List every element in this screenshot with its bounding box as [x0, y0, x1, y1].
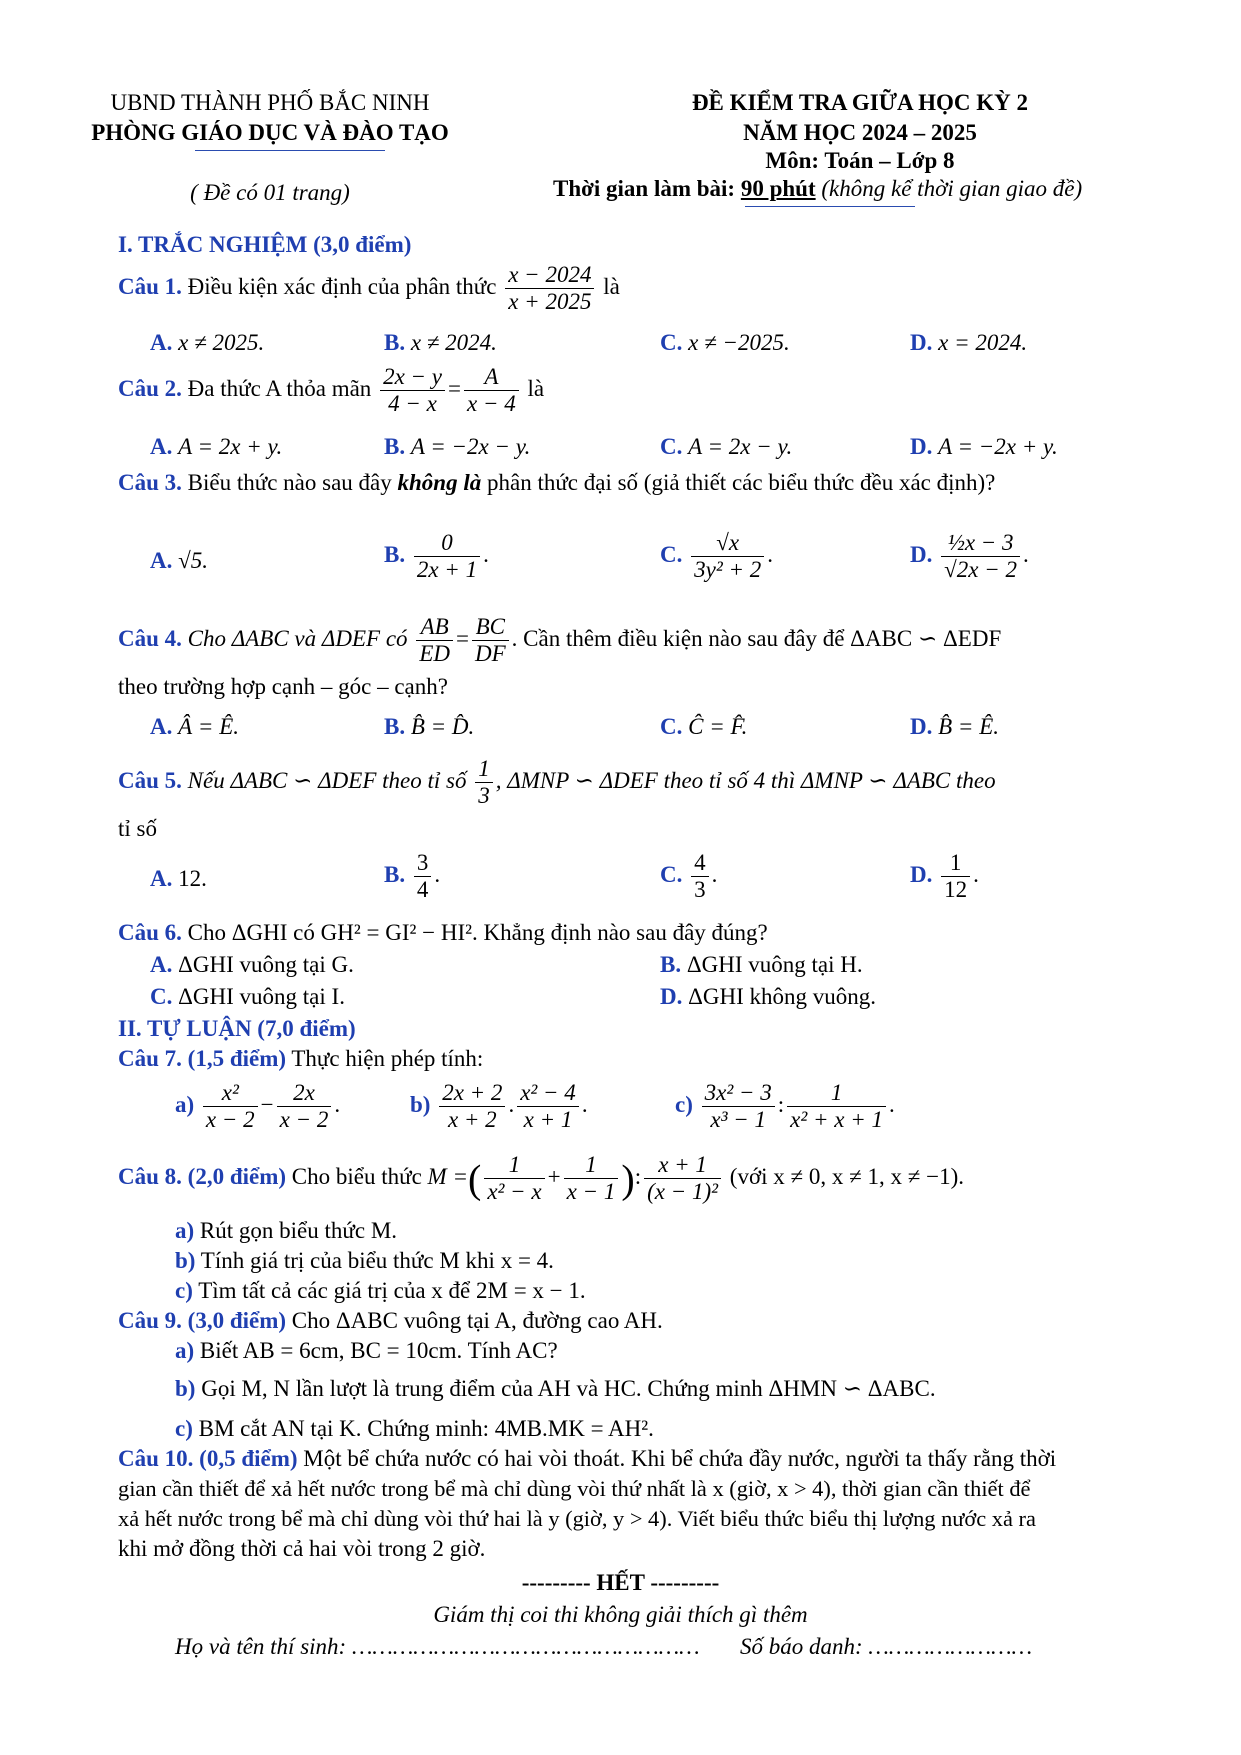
q1-num: x − 2024: [505, 262, 594, 289]
q3-text1: Biểu thức nào sau đây: [187, 470, 392, 495]
header-right-line2: NĂM HỌC 2024 – 2025: [743, 120, 977, 145]
q3-text2: phân thức đại số (giả thiết các biểu thức đều xác định)?: [486, 470, 996, 495]
q10-line3: xả hết nước trong bể mà chỉ dùng vòi thứ hai là y (giờ, y > 4). Viết biểu thức biểu thị lượng nước xả ra: [118, 1506, 1036, 1531]
q2-tail: là: [527, 376, 545, 402]
q5-option-c: C. $\frac{4}{3}$ .: [660, 850, 718, 903]
q2-option-a: A. A = 2x + y.: [150, 434, 283, 459]
section2-title: II. TỰ LUẬN (7,0 điểm): [118, 1016, 356, 1041]
q6-option-b: B. ΔGHI vuông tại H.: [660, 952, 863, 977]
q2-option-b: B. A = −2x − y.: [384, 434, 531, 459]
q7-part-b: b) $\frac{2x + 2}{x + 2}$ . $\frac{\text{x² − 4}}{x + 1}$ .: [410, 1080, 588, 1133]
q2-fraction-2: $\frac{A}{x - 4}$: [464, 364, 519, 418]
q2-text: Đa thức A thỏa mãn: [187, 376, 372, 402]
q3-option-b: B. $\frac{0}{2x + 1}$ .: [384, 530, 489, 583]
q9-text: Cho ΔABC vuông tại A, đường cao AH.: [291, 1308, 663, 1333]
q2-option-c: C. A = 2x − y.: [660, 434, 793, 459]
q7-text: Thực hiện phép tính:: [291, 1046, 484, 1071]
q1-den: x + 2025: [508, 289, 592, 315]
q1-stem: [118, 262, 620, 316]
q5-text3: tỉ số: [118, 816, 157, 841]
q7-part-a: a) $\frac{\text{x²}}{x - 2}$ − $\frac{2x}{x - 2}$ .: [175, 1080, 341, 1133]
q5-option-a: A. 12.: [150, 866, 207, 891]
q6-label: Câu 6.: [118, 920, 182, 945]
q1-label: Câu 1.: [118, 274, 182, 300]
header-left-line3: ( Đề có 01 trang): [190, 180, 350, 205]
q1-option-a: A. x ≠ 2025.: [150, 330, 265, 355]
q4-option-c: C. Ĉ = F̂.: [660, 714, 748, 739]
q6-text: Cho ΔGHI có GH² = GI² − HI². Khẳng định nào sau đây đúng?: [187, 920, 768, 945]
q2-option-d: D. A = −2x + y.: [910, 434, 1058, 459]
q7-part-c: c) $\frac{\text{3x² − 3}}{\text{x³ − 1}}$ : $\frac{1}{\text{x² + x + 1}}$ .: [675, 1080, 895, 1133]
header-underline-left: [195, 150, 385, 151]
q9-part-b: b) Gọi M, N lần lượt là trung điểm của AH và HC. Chứng minh ΔHMN ∽ ΔABC.: [175, 1376, 936, 1401]
time-label: Thời gian làm bài:: [553, 176, 736, 201]
q2-fraction-1: $\frac{2x - y}{4 - x}$: [380, 364, 445, 418]
q10-line2: gian cần thiết để xả hết nước trong bể mà chỉ dùng vòi thứ nhất là x (giờ, x > 4), thời gian cần thiết để: [118, 1476, 1031, 1501]
q4-text2: . Cần thêm điều kiện nào sau đây để ΔABC ∽ ΔEDF: [511, 626, 1002, 652]
footer-note: Giám thị coi thi không giải thích gì thêm: [433, 1602, 808, 1627]
header-underline-right: [745, 206, 915, 207]
q3-label: Câu 3.: [118, 470, 182, 495]
q5-option-b: B. $\frac{3}{4}$ .: [384, 850, 441, 903]
q9-stem: Câu 9. (3,0 điểm) Cho ΔABC vuông tại A, đường cao AH.: [118, 1308, 663, 1333]
q5-text2: , ΔMNP ∽ ΔDEF theo tỉ số 4 thì ΔMNP ∽ ΔABC theo: [495, 768, 996, 794]
q5-stem: Câu 5. Nếu ΔABC ∽ ΔDEF theo tỉ số $\frac{1}{3}$ , ΔMNP ∽ ΔDEF theo tỉ số 4 thì ΔMNP ∽ ΔABC theo: [118, 756, 996, 809]
q1-tail: là: [603, 274, 620, 300]
q4-option-a: A. Â = Ê.: [150, 714, 239, 739]
header-time: [553, 176, 1082, 202]
q1-option-c: C. x ≠ −2025.: [660, 330, 790, 355]
q4-stem: Câu 4. Cho ΔABC và ΔDEF có $\frac{AB}{ED}$ = $\frac{BC}{DF}$ . Cần thêm điều kiện nào sau đây để ΔABC ∽ ΔEDF: [118, 614, 1002, 667]
header-left-line2: PHÒNG GIÁO DỤC VÀ ĐÀO TẠO: [91, 120, 449, 145]
candidate-name-field: Họ và tên thí sinh: ……………………………………………: [175, 1634, 700, 1659]
q6-option-c: C. ΔGHI vuông tại I.: [150, 984, 345, 1009]
q4-text3: theo trường hợp cạnh – góc – cạnh?: [118, 674, 448, 699]
q10-line4: khi mở đồng thời cả hai vòi trong 2 giờ.: [118, 1536, 486, 1561]
q2-stem: Câu 2. Đa thức A thỏa mãn $\frac{2x - y}{4 - x}$ = $\frac{A}{x - 4}$ là: [118, 364, 545, 417]
q5-text1: Nếu ΔABC ∽ ΔDEF theo tỉ số: [187, 768, 467, 794]
header-right-line1: ĐỀ KIỂM TRA GIỮA HỌC KỲ 2: [691, 90, 1029, 115]
q6-stem: [118, 920, 768, 946]
header-left-line1: UBND THÀNH PHỐ BẮC NINH: [110, 90, 430, 115]
q3-option-d: D. $\frac{\text{½x − 3}}{√2x - 2}$ .: [910, 530, 1029, 583]
q1-option-d: D. x = 2024.: [910, 330, 1028, 355]
q8-condition: (với x ≠ 0, x ≠ 1, x ≠ −1).: [729, 1164, 965, 1190]
q3-option-c: C. $\frac{√x}{\text{3y² + 2}}$ .: [660, 530, 773, 583]
q1-option-b: B. x ≠ 2024.: [384, 330, 497, 355]
q3-option-a: A. √5.: [150, 548, 208, 573]
q4-option-b: B. B̂ = D̂.: [384, 714, 475, 739]
q6-option-a: A. ΔGHI vuông tại G.: [150, 952, 354, 977]
q7-stem: Câu 7. (1,5 điểm) Thực hiện phép tính:: [118, 1046, 484, 1071]
q1-fraction: [505, 262, 594, 316]
q4-option-d: D. B̂ = Ê.: [910, 714, 999, 739]
candidate-number-field: Số báo danh: ……………………: [740, 1634, 1033, 1659]
time-value: 90 phút: [740, 176, 816, 201]
q8-stem: Câu 8. (2,0 điểm) Cho biểu thức M =( $\frac{1}{\text{x² − x}}$ + $\frac{1}{x - 1}$ ): $\frac{x + 1}{\text{(x − 1)²}}$ (với x ≠ 0, x ≠ 1, x ≠ −1).: [118, 1152, 965, 1205]
q4-text1: Cho ΔABC và ΔDEF có: [187, 626, 408, 652]
q2-label: Câu 2.: [118, 376, 182, 402]
q10-line1: Câu 10. (0,5 điểm) Một bể chứa nước có hai vòi thoát. Khi bể chứa đầy nước, người ta thấy rằng thời: [118, 1446, 1057, 1471]
q1-text: Điều kiện xác định của phân thức: [187, 274, 497, 300]
header-right-line3: Môn: Toán – Lớp 8: [765, 148, 955, 173]
q9-part-a: a) Biết AB = 6cm, BC = 10cm. Tính AC?: [175, 1338, 558, 1363]
q3-stem: [118, 470, 995, 496]
q5-label: Câu 5.: [118, 768, 182, 794]
section1-title: I. TRẮC NGHIỆM (3,0 điểm): [118, 232, 412, 257]
q8-part-a: a) Rút gọn biểu thức M.: [175, 1218, 398, 1243]
q8-part-c: c) Tìm tất cả các giá trị của x để 2M = x − 1.: [175, 1278, 586, 1303]
q3-text-em: không là: [397, 470, 482, 495]
q6-option-d: D. ΔGHI không vuông.: [660, 984, 877, 1009]
q9-part-c: c) BM cắt AN tại K. Chứng minh: 4MB.MK = AH².: [175, 1416, 654, 1441]
time-note: (không kể thời gian giao đề): [821, 176, 1083, 201]
q8-part-b: b) Tính giá trị của biểu thức M khi x = 4.: [175, 1248, 554, 1273]
end-marker: --------- HẾT ---------: [521, 1570, 720, 1595]
q4-label: Câu 4.: [118, 626, 182, 652]
q8-text: Cho biểu thức: [291, 1164, 422, 1190]
q5-option-d: D. $\frac{1}{12}$ .: [910, 850, 979, 903]
